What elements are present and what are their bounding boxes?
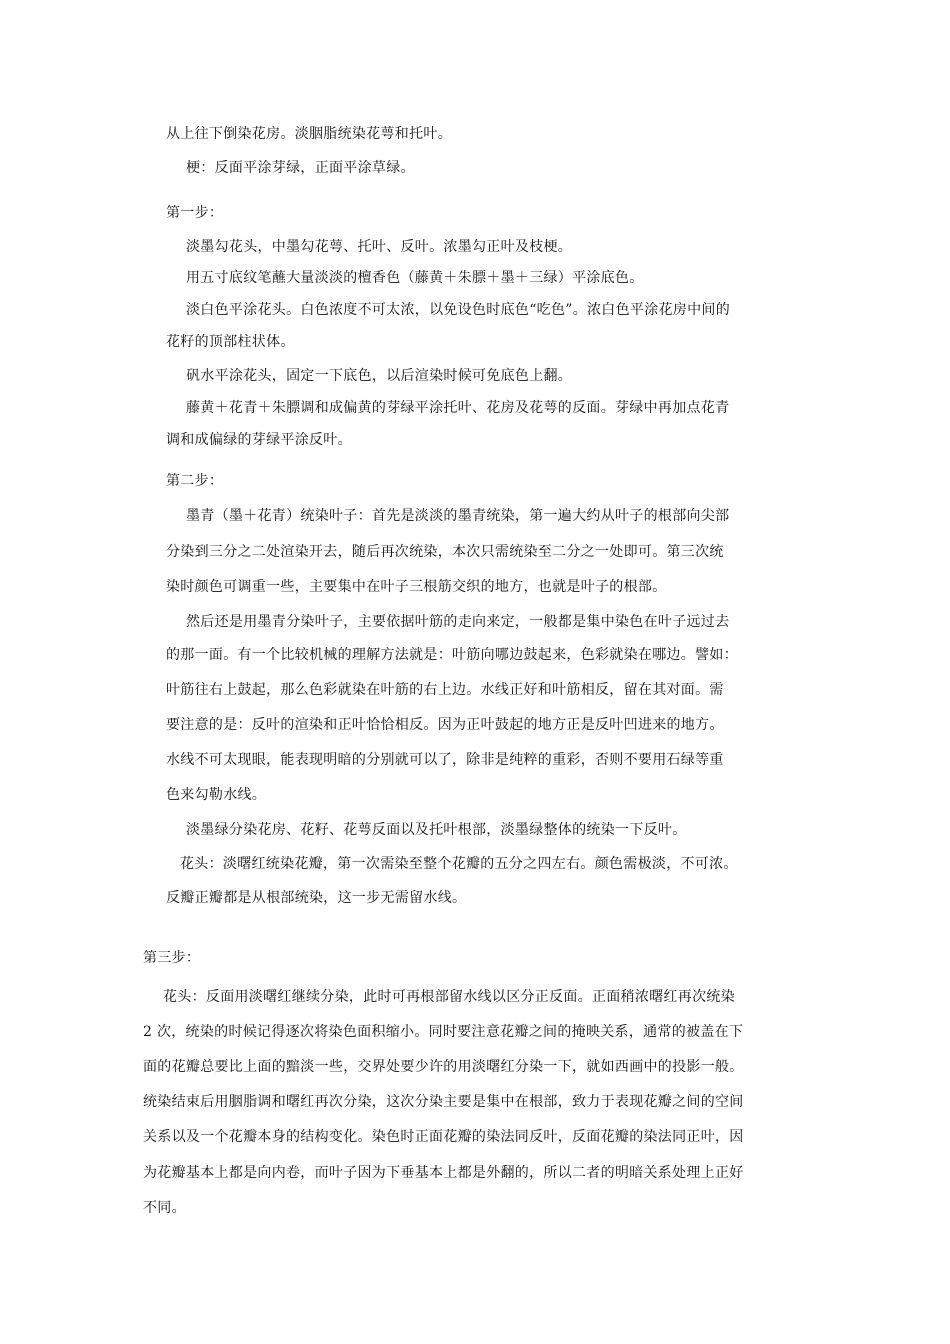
- text-line-19: 水线不可太现眼，能表现明暗的分别就可以了，除非是纯粹的重彩，否则不要用石绿等重: [166, 752, 724, 768]
- text-line-7: 花籽的顶部柱状体。: [166, 334, 295, 350]
- text-line-25: 花头：反面用淡曙红继续分染，此时可再根部留水线以区分正反面。正面稍浓曙红再次统染: [163, 989, 735, 1005]
- text-line-20: 色来勾勒水线。: [166, 787, 267, 803]
- text-line-5: 用五寸底纹笔蘸大量淡淡的檀香色（藤黄＋朱膘＋墨＋三绿）平涂底色。: [186, 270, 644, 286]
- text-line-22: 花头：淡曙红统染花瓣，第一次需染至整个花瓣的五分之四左右。颜色需极淡，不可浓。: [180, 856, 738, 872]
- text-line-13: 分染到三分之二处渲染开去，随后再次统染，本次只需统染至二分之一处即可。第三次统: [166, 544, 724, 560]
- text-line-10: 调和成偏绿的芽绿平涂反叶。: [166, 432, 352, 448]
- text-line-26: 2 次，统染的时候记得逐次将染色面积缩小。同时要注意花瓣之间的掩映关系，通常的被盖在下: [143, 1024, 744, 1040]
- text-line-28: 统染结束后用胭脂调和曙红再次分染，这次分染主要是集中在根部，致力于表现花瓣之间的空间: [143, 1094, 744, 1110]
- text-line-31: 不同。: [143, 1200, 186, 1216]
- text-line-23: 反瓣正瓣都是从根部统染，这一步无需留水线。: [166, 890, 467, 906]
- text-line-29: 关系以及一个花瓣本身的结构变化。染色时正面花瓣的染法同反叶，反面花瓣的染法同正叶，因: [143, 1129, 744, 1145]
- text-line-27: 面的花瓣总要比上面的黯淡一些，交界处要少许的用淡曙红分染一下，就如西画中的投影一般。: [143, 1059, 744, 1075]
- text-line-15: 然后还是用墨青分染叶子，主要依据叶筋的走向来定，一般都是集中染色在叶子远过去: [186, 614, 730, 630]
- text-line-8: 矾水平涂花头，固定一下底色，以后渲染时候可免底色上翻。: [186, 368, 573, 384]
- text-line-16: 的那一面。有一个比较机械的理解方法就是：叶筋向哪边鼓起来，色彩就染在哪边。譬如：: [166, 647, 738, 663]
- text-line-14: 染时颜色可调重一些，主要集中在叶子三根筋交织的地方，也就是叶子的根部。: [166, 579, 667, 595]
- text-line-6: 淡白色平涂花头。白色浓度不可太浓，以免设色时底色“吃色”。浓白色平涂花房中间的: [186, 302, 731, 318]
- section-heading-step1: 第一步：: [166, 205, 224, 221]
- text-line-2: 梗：反面平涂芽绿，正面平涂草绿。: [186, 160, 415, 176]
- text-line-18: 要注意的是：反叶的渲染和正叶恰恰相反。因为正叶鼓起的地方正是反叶凹进来的地方。: [166, 717, 724, 733]
- text-line-17: 叶筋往右上鼓起，那么色彩就染在叶筋的右上边。水线正好和叶筋相反，留在其对面。需: [166, 682, 724, 698]
- section-heading-step2: 第二步：: [166, 473, 224, 489]
- text-line-4: 淡墨勾花头，中墨勾花萼、托叶、反叶。浓墨勾正叶及枝梗。: [186, 239, 573, 255]
- text-line-9: 藤黄＋花青＋朱膘调和成偏黄的芽绿平涂托叶、花房及花萼的反面。芽绿中再加点花青: [186, 400, 730, 416]
- text-line-21: 淡墨绿分染花房、花籽、花萼反面以及托叶根部，淡墨绿整体的统染一下反叶。: [186, 822, 687, 838]
- section-heading-step3: 第三步：: [143, 950, 201, 966]
- text-line-30: 为花瓣基本上都是向内卷，而叶子因为下垂基本上都是外翻的，所以二者的明暗关系处理上正好: [143, 1165, 744, 1181]
- text-line-1: 从上往下倒染花房。淡胭脂统染花萼和托叶。: [166, 126, 452, 142]
- text-line-12: 墨青（墨＋花青）统染叶子：首先是淡淡的墨青统染，第一遍大约从叶子的根部向尖部: [186, 508, 730, 524]
